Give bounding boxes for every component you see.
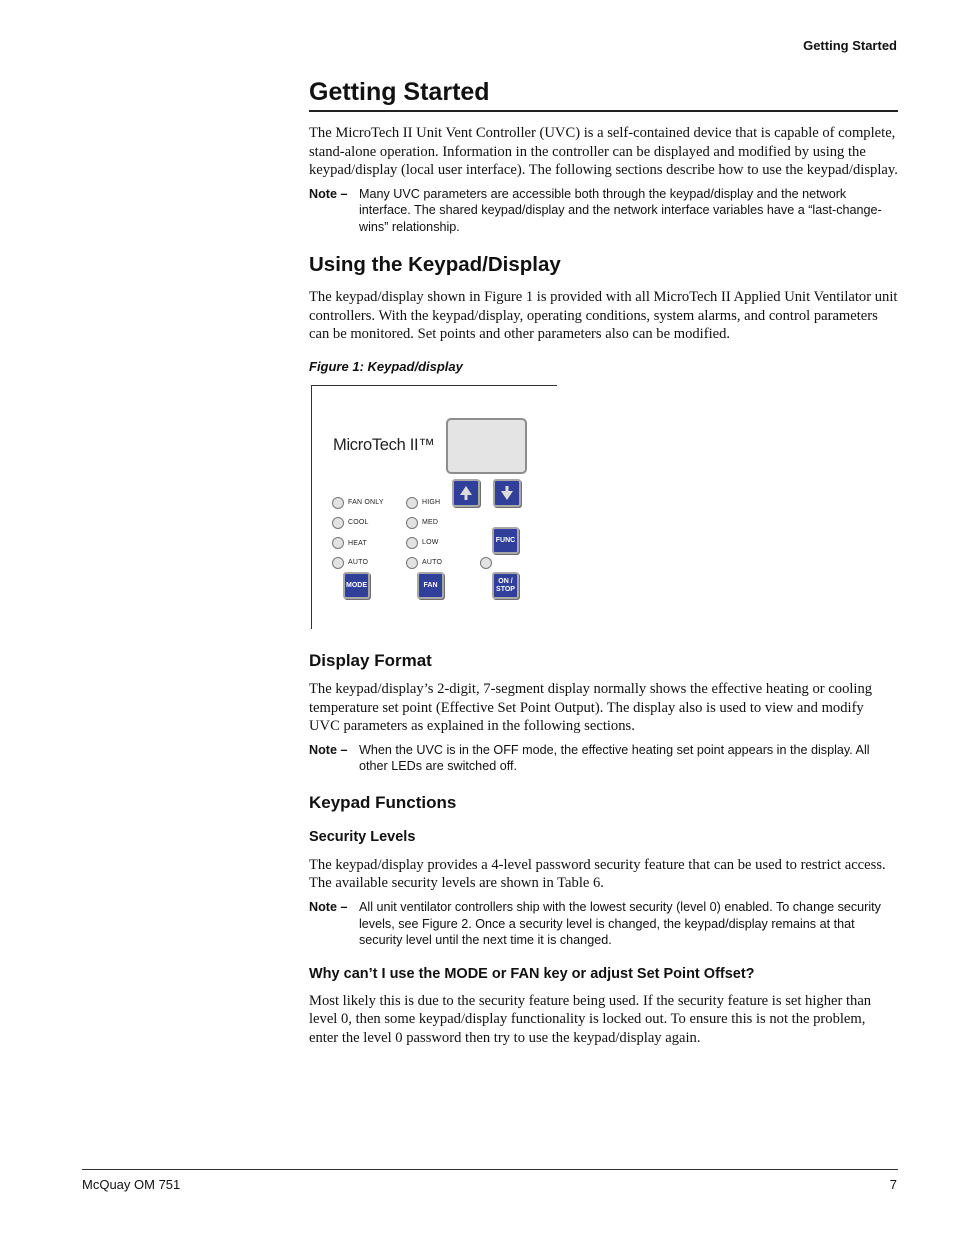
faq-paragraph: Most likely this is due to the security feature being used. If the security feature is set higher than level 0, then some keypad/display functionality is locked out. To ensure this is not the problem, enter the level 0 password then try to use the keypad/display again. (309, 992, 872, 1046)
on-stop-label-line1: ON / (498, 577, 513, 585)
led-label-high: HIGH (422, 499, 441, 507)
note-security (309, 899, 898, 949)
note-text: Many UVC parameters are accessible both through the keypad/display and the network interface. The shared keypad/display and the network interface variables have a “last-change-wins” relationship. (359, 186, 882, 234)
on-stop-button[interactable] (492, 572, 519, 599)
led-cool (332, 517, 344, 529)
note-label: Note – (309, 742, 348, 757)
led-label-low: LOW (422, 539, 439, 547)
led-heat (332, 537, 344, 549)
keypad-section-paragraph: The keypad/display shown in Figure 1 is provided with all MicroTech II Applied Unit Ventilator unit controllers. With the keypad/display, operating conditions, system alarms, and control parameters can be monitored. Set points and other parameters also can be modified. (309, 289, 898, 343)
up-arrow-icon (459, 485, 473, 501)
led-label-heat: HEAT (348, 540, 367, 548)
led-mode-auto (332, 557, 344, 569)
keypad-section-heading: Using the Keypad/Display (309, 253, 561, 277)
intro-paragraph: The MicroTech II Unit Vent Controller (UVC) is a self-contained device that is capable of complete, stand-alone operation. Information in the controller can be displayed and modified by using the keypad/display (local user interface). The following sections describe how to use the keypad/display. (309, 125, 898, 179)
led-label-cool: COOL (348, 519, 369, 527)
led-high (406, 497, 418, 509)
led-fan-only (332, 497, 344, 509)
keypad-figure (311, 385, 557, 629)
page-content (309, 76, 898, 1047)
brand-logo: MicroTech II™ (333, 436, 435, 455)
on-stop-label-line2: STOP (496, 585, 515, 593)
fan-button[interactable]: FAN (417, 572, 444, 599)
led-low (406, 537, 418, 549)
note-text: When the UVC is in the OFF mode, the effective heating set point appears in the display. All other LEDs are switched off. (359, 742, 870, 774)
led-label-mode-auto: AUTO (348, 559, 369, 567)
note-label: Note – (309, 900, 348, 915)
display-format-paragraph: The keypad/display’s 2-digit, 7-segment display normally shows the effective heating or cooling temperature set point (Effective Set Point Output). The display also is used to view and modify UVC parameters as explained in the following sections. (309, 681, 873, 735)
keypad-functions-heading: Keypad Functions (309, 792, 457, 812)
mode-button[interactable]: MODE (343, 572, 370, 599)
led-label-fan-only: FAN ONLY (348, 499, 384, 507)
page-number: 7 (889, 1177, 897, 1192)
note-label: Note – (309, 186, 348, 201)
security-levels-heading: Security Levels (309, 828, 416, 845)
footer-divider (82, 1169, 898, 1170)
led-on-stop (480, 557, 492, 569)
running-header: Getting Started (803, 38, 897, 53)
security-levels-paragraph: The keypad/display provides a 4-level password security feature that can be used to restrict access. The available security levels are shown in Table 6. (309, 856, 886, 892)
up-arrow-button[interactable] (452, 479, 480, 507)
led-fan-auto (406, 557, 418, 569)
lcd-display (446, 418, 527, 474)
led-med (406, 517, 418, 529)
led-label-med: MED (422, 519, 439, 527)
footer-doc-id: McQuay OM 751 (82, 1177, 181, 1192)
led-label-fan-auto: AUTO (422, 559, 443, 567)
note-off-mode (309, 742, 898, 775)
faq-heading: Why can’t I use the MODE or FAN key or adjust Set Point Offset? (309, 965, 755, 982)
figure-caption: Figure 1: Keypad/display (309, 359, 463, 375)
display-format-heading: Display Format (309, 651, 432, 671)
note-network (309, 186, 898, 236)
note-text: All unit ventilator controllers ship with the lowest security (level 0) enabled. To change security levels, see Figure 2. Once a security level is changed, the keypad/display remains at that security level until the next time it is changed. (359, 900, 881, 948)
page-title: Getting Started (309, 76, 898, 112)
func-button[interactable]: FUNC (492, 527, 519, 554)
down-arrow-icon (500, 485, 514, 501)
down-arrow-button[interactable] (493, 479, 521, 507)
